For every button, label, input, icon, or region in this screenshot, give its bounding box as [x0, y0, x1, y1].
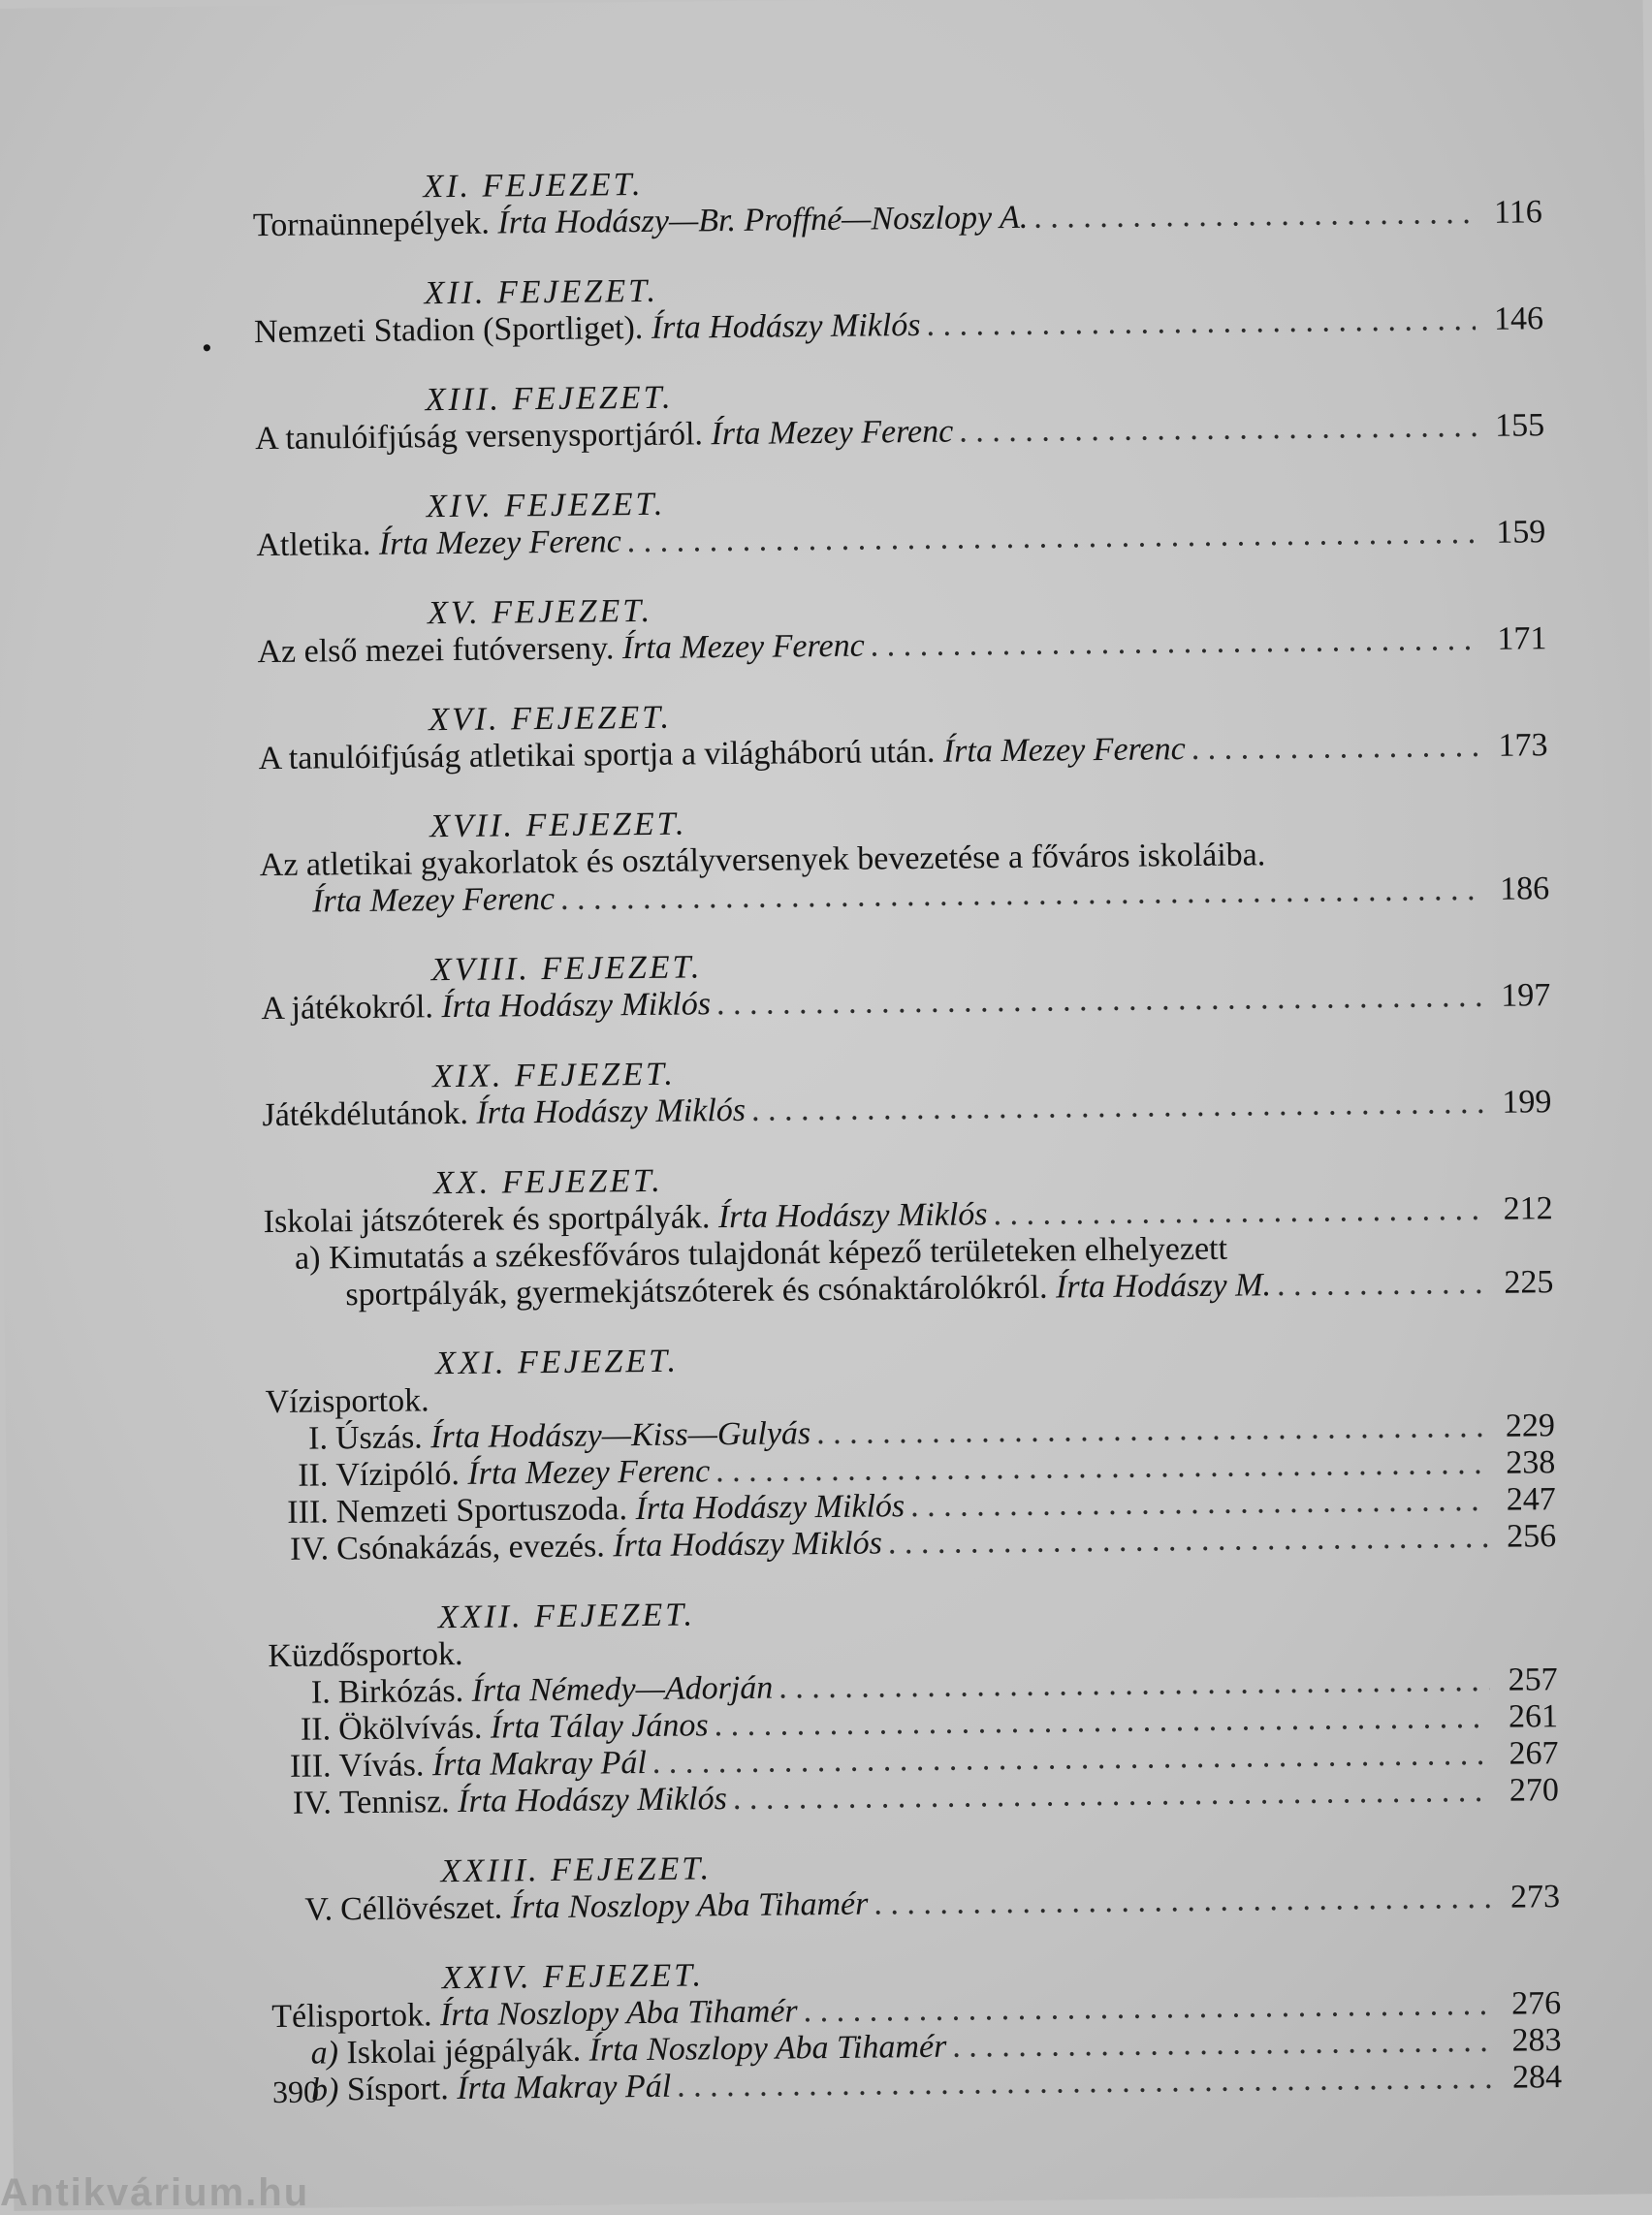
entry-page: 261 — [1508, 1698, 1559, 1735]
entry-title: Úszás. — [334, 1419, 423, 1457]
chapter-xxi — [265, 1334, 1556, 1568]
entry-author: Írta Hodászy Miklós — [476, 1092, 747, 1131]
entry-author: Írta Noszlopy Aba Tihamér — [510, 1885, 869, 1926]
entry-author: Írta Hodászy Miklós — [613, 1525, 883, 1565]
chapter-xv — [257, 584, 1547, 671]
entry-author: Írta Mezey Ferenc — [711, 413, 954, 453]
watermark: Antikvárium.hu — [0, 2171, 310, 2214]
entry-author: Írta Némedy—Adorján — [471, 1669, 774, 1709]
chapter-xii — [253, 264, 1543, 351]
leader-dots — [1191, 728, 1480, 768]
entry-title: Iskolai játszóterek és sportpályák. — [263, 1199, 711, 1241]
entry-author: Írta Hodászy Miklós — [635, 1488, 905, 1528]
sub-title-line1: Kimutatás a székesfőváros tulajdonát képező területeken elhelyezett — [328, 1230, 1228, 1277]
entry-page: 171 — [1497, 620, 1547, 657]
chapter-heading: XVII. FEJEZET. — [429, 806, 687, 845]
roman-number: II. — [298, 1457, 329, 1494]
leader-dots — [716, 978, 1483, 1023]
leader-dots — [627, 515, 1478, 560]
chapter-xvi — [258, 690, 1548, 777]
entry-title: Csónakázás, evezés. — [335, 1528, 605, 1567]
chapter-xviii — [261, 940, 1551, 1028]
entry-title: Iskolai jégpályák. — [346, 2032, 582, 2072]
entry-title: Az atletikai gyakorlatok és osztályversenyek bevezetése a főváros iskoláiba. — [259, 837, 1266, 884]
chapter-heading: XI. FEJEZET. — [423, 166, 644, 206]
entry-page: 267 — [1509, 1735, 1559, 1772]
entry-author: Írta Hodászy Miklós — [651, 306, 921, 346]
roman-number: IV. — [289, 1531, 330, 1567]
entry-author: Írta Mezey Ferenc — [311, 880, 556, 920]
entry-page: 199 — [1502, 1084, 1552, 1121]
entry-page: 225 — [1504, 1264, 1554, 1301]
leader-dots — [1277, 1265, 1486, 1304]
entry-page: 238 — [1506, 1444, 1556, 1481]
entry-page: 273 — [1509, 1879, 1561, 1915]
roman-number: V. — [304, 1891, 334, 1928]
entry-title: Vívás. — [338, 1747, 425, 1785]
entry-author: Írta Noszlopy Aba Tihamér — [439, 1993, 798, 2034]
entry-page: 283 — [1511, 2022, 1562, 2059]
entry-page: 212 — [1503, 1190, 1553, 1227]
leader-dots — [888, 1519, 1489, 1562]
leader-dots — [926, 301, 1476, 344]
entry-title: Sísport. — [346, 2071, 449, 2108]
leader-dots — [677, 2060, 1494, 2105]
chapter-xi — [252, 157, 1542, 244]
entry-author: Írta Hodászy Miklós — [717, 1196, 988, 1236]
chapter-xvii — [259, 797, 1549, 921]
roman-number: II. — [300, 1711, 332, 1748]
chapter-xxiii — [270, 1842, 1560, 1929]
entry-author: Írta Noszlopy Aba Tihamér — [588, 2028, 947, 2069]
entry-page: 229 — [1505, 1408, 1556, 1444]
entry-author: Írta Mezey Ferenc — [378, 523, 621, 562]
chapter-xiii — [255, 370, 1545, 458]
entry-author: Írta Hodászy Miklós — [441, 986, 712, 1026]
leader-dots — [910, 1482, 1488, 1525]
entry-page: 146 — [1493, 301, 1544, 337]
entry-title: A tanulóifjúság atletikai sportja a világháború után. — [258, 733, 936, 777]
entry-title: Nemzeti Stadion (Sportliget). — [253, 309, 644, 351]
leader-dots — [874, 1880, 1492, 1923]
chapter-heading: XX. FEJEZET. — [433, 1162, 663, 1202]
leader-dots — [751, 1085, 1484, 1129]
entry-title: Nemzeti Sportuszoda. — [335, 1491, 628, 1531]
chapter-heading: XVIII. FEJEZET. — [430, 949, 703, 989]
entry-title: Birkózás. — [337, 1672, 464, 1711]
leader-dots — [993, 1191, 1484, 1233]
chapter-xx — [263, 1154, 1554, 1314]
entry-page: 257 — [1508, 1661, 1558, 1698]
entry-page: 284 — [1511, 2059, 1563, 2096]
sub-label: b) — [310, 2072, 339, 2108]
entry-page: 173 — [1498, 727, 1548, 764]
entry-page: 276 — [1510, 1985, 1562, 2022]
chapter-heading: XXI. FEJEZET. — [434, 1343, 680, 1382]
roman-number: I. — [307, 1420, 329, 1457]
roman-number: III. — [289, 1748, 332, 1785]
sub-label: a) — [294, 1240, 321, 1277]
entry-title: Télisportok. — [271, 1997, 432, 2036]
entry-author: Írta Hodászy—Br. Proffné—Noszlopy A. — [497, 199, 1029, 241]
group-title: Küzdősportok. — [268, 1635, 463, 1675]
entry-author: Írta Hodászy—Kiss—Gulyás — [429, 1415, 811, 1456]
chapter-xiv — [256, 477, 1546, 564]
entry-page: 256 — [1506, 1518, 1557, 1555]
entry-title: Céllövészet. — [339, 1889, 503, 1928]
entry-title: A játékokról. — [261, 989, 434, 1028]
entry-title: Az első mezei futóverseny. — [257, 630, 615, 671]
entry-title: A tanulóifjúság versenysportjáról. — [254, 416, 704, 458]
entry-title: Tornaünnepélyek. — [252, 205, 491, 244]
chapter-heading: XIV. FEJEZET. — [426, 486, 666, 525]
entry-author: Írta Makray Pál — [457, 2068, 672, 2107]
entry-title: Vízipóló. — [335, 1455, 461, 1494]
leader-dots — [1033, 195, 1475, 237]
entry-author: Írta Mezey Ferenc — [621, 627, 865, 667]
chapter-heading: XVI. FEJEZET. — [429, 699, 673, 739]
chapter-heading: XIII. FEJEZET. — [425, 379, 674, 419]
entry-title: Tennisz. — [338, 1784, 450, 1821]
table-of-contents — [252, 157, 1562, 2142]
chapter-heading: XXIV. FEJEZET. — [441, 1957, 705, 1997]
chapter-xxiv — [271, 1948, 1563, 2109]
page-number: 390 — [271, 2073, 320, 2110]
roman-number: III. — [287, 1494, 329, 1531]
entry-page: 270 — [1509, 1772, 1560, 1809]
sub-label: a) — [310, 2035, 339, 2072]
chapter-xxii — [268, 1588, 1559, 1822]
chapter-heading: XII. FEJEZET. — [424, 272, 659, 312]
entry-page: 116 — [1493, 194, 1543, 231]
leader-dots — [870, 621, 1478, 665]
margin-mark: • — [202, 332, 212, 364]
entry-title: Atletika. — [256, 525, 371, 564]
roman-number: IV. — [292, 1785, 333, 1821]
entry-title: Játékdélutánok. — [262, 1094, 469, 1134]
leader-dots — [733, 1773, 1491, 1818]
chapter-heading: XXIII. FEJEZET. — [440, 1851, 713, 1890]
entry-title: Ökölvívás. — [337, 1709, 483, 1748]
sub-title-line2: sportpályák, gyermekjátszóterek és csónaktárolókról. — [345, 1269, 1048, 1313]
chapter-heading: XV. FEJEZET. — [427, 592, 653, 632]
entry-author: Írta Makray Pál — [431, 1744, 647, 1784]
entry-page: 155 — [1494, 407, 1545, 444]
roman-number: I. — [310, 1674, 331, 1711]
entry-author: Írta Tálay János — [490, 1707, 709, 1746]
chapter-heading: XIX. FEJEZET. — [431, 1056, 677, 1095]
entry-author: Írta Hodászy Miklós — [457, 1781, 728, 1820]
sub-author: Írta Hodászy M. — [1055, 1267, 1272, 1306]
entry-page: 247 — [1506, 1481, 1556, 1518]
chapter-heading: XXII. FEJEZET. — [437, 1597, 696, 1636]
entry-author: Írta Mezey Ferenc — [467, 1453, 711, 1492]
leader-dots — [952, 2023, 1494, 2066]
chapter-xix — [262, 1047, 1552, 1134]
entry-author: Írta Mezey Ferenc — [942, 731, 1186, 770]
entry-page: 159 — [1496, 514, 1546, 551]
leader-dots — [959, 408, 1477, 451]
group-title: Vízisportok. — [265, 1382, 429, 1421]
entry-page: 197 — [1501, 977, 1551, 1014]
entry-page: 186 — [1499, 870, 1550, 907]
